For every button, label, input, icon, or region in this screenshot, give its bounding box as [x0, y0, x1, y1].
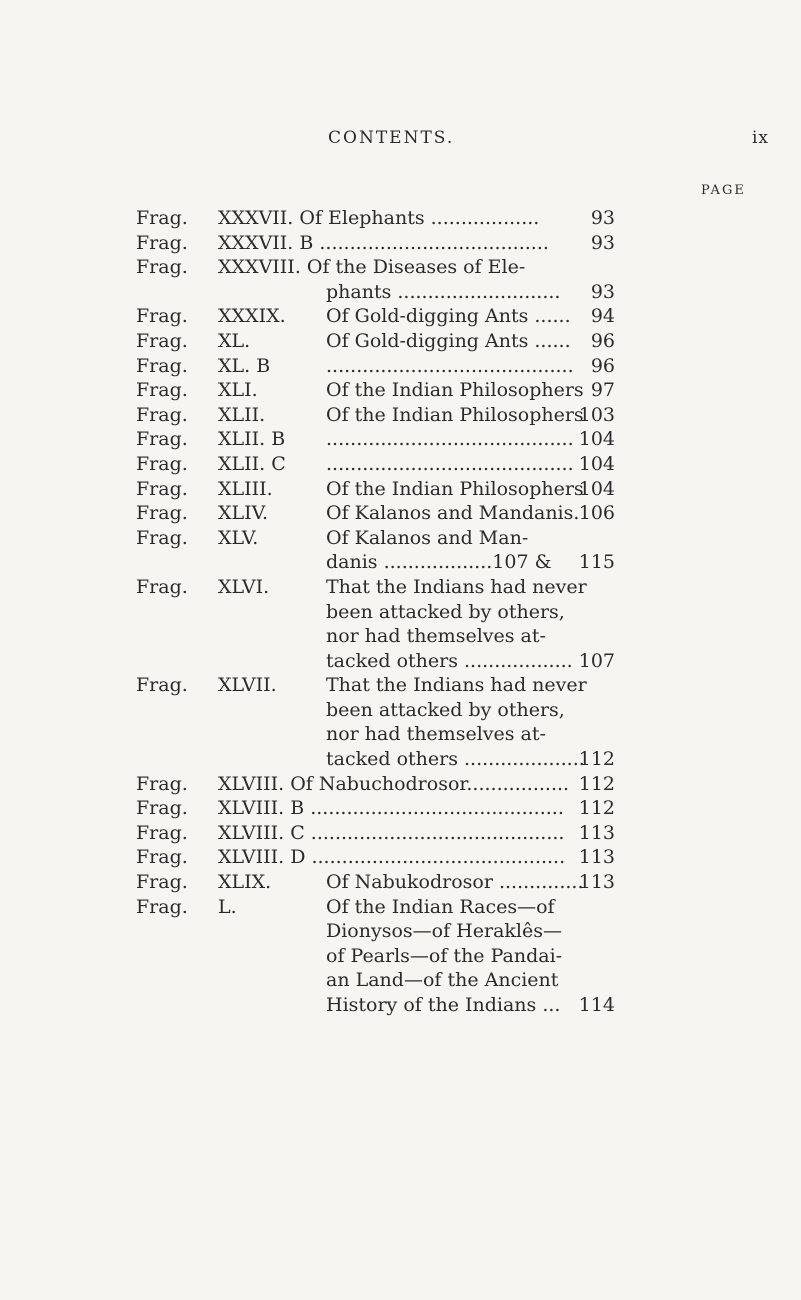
toc-entry-page: 103 — [578, 403, 615, 426]
toc-entry-title: ......................................... — [326, 452, 574, 475]
toc-entry-frag-label: Frag. — [136, 674, 188, 697]
toc-entry-title: nor had themselves at- — [326, 625, 546, 648]
toc-entry-number: L. — [218, 895, 237, 918]
toc-entry-number: XL. B — [218, 354, 271, 377]
page-column-label: PAGE — [701, 183, 746, 198]
toc-continuation-line — [0, 625, 801, 650]
toc-entry-frag-label: Frag. — [136, 846, 188, 869]
toc-entry-title: ......................................... — [326, 428, 574, 451]
toc-entry-page: 112 — [578, 772, 615, 795]
toc-entry-page: 115 — [578, 551, 615, 574]
toc-entry-number: XXXIX. — [218, 305, 286, 328]
toc-entry-page: 113 — [578, 871, 615, 894]
toc-entry-page: 112 — [578, 797, 615, 820]
toc-entry-number: XLIX. — [218, 871, 272, 894]
toc-entry-title: phants ........................... — [326, 280, 561, 303]
toc-entry — [0, 896, 801, 921]
toc-entry-page: 113 — [578, 846, 615, 869]
toc-entry-frag-label: Frag. — [136, 231, 188, 254]
toc-entry-frag-label: Frag. — [136, 428, 188, 451]
toc-entry-title: That the Indians had never — [326, 674, 587, 697]
toc-continuation-line — [0, 994, 801, 1019]
toc-entry-number-title: XXXVII. B ...................................... — [218, 231, 549, 254]
toc-entry-number: XLVI. — [218, 575, 270, 598]
toc-entry — [0, 576, 801, 601]
toc-entry — [0, 527, 801, 552]
toc-entry — [0, 846, 801, 871]
toc-entry-title: tacked others .................. — [326, 649, 573, 672]
toc-continuation-line — [0, 551, 801, 576]
toc-entry-title: Of Gold-digging Ants ...... — [326, 329, 571, 352]
toc-entry-frag-label: Frag. — [136, 354, 188, 377]
toc-entry-frag-label: Frag. — [136, 871, 188, 894]
toc-entry-number-title: XLVIII. B .......................................... — [218, 797, 564, 820]
toc-entry-page: 97 — [590, 379, 615, 402]
running-title: CONTENTS. — [328, 128, 455, 148]
toc-entry-page: 104 — [578, 452, 615, 475]
toc-continuation-line — [0, 945, 801, 970]
toc-entry-title: danis ..................107 & — [326, 551, 552, 574]
toc-entry — [0, 478, 801, 503]
toc-entry-number: XLV. — [218, 526, 259, 549]
toc-entry — [0, 330, 801, 355]
toc-entry-title: Of Gold-digging Ants ...... — [326, 305, 571, 328]
toc-entry-title: Of Kalanos and Mandanis. — [326, 502, 580, 525]
running-header — [0, 128, 801, 158]
toc-entry-page: 94 — [590, 305, 615, 328]
toc-entry-frag-label: Frag. — [136, 797, 188, 820]
toc-entry-page: 104 — [578, 428, 615, 451]
toc-entry-title: Of the Indian Philosophers — [326, 403, 584, 426]
toc-entry-number: XLII. B — [218, 428, 286, 451]
toc-entry-frag-label: Frag. — [136, 207, 188, 229]
toc-entry-frag-label: Frag. — [136, 305, 188, 328]
toc-entry-title: been attacked by others, — [326, 600, 565, 623]
toc-entry — [0, 207, 801, 232]
toc-entry-title: Dionysos—of Heraklês— — [326, 920, 562, 943]
toc-entry-frag-label: Frag. — [136, 452, 188, 475]
toc-entry — [0, 256, 801, 281]
toc-entry-frag-label: Frag. — [136, 329, 188, 352]
toc-entry-number-title: XLVIII. C .......................................... — [218, 821, 565, 844]
toc-entry — [0, 822, 801, 847]
toc-entry-page: 96 — [590, 329, 615, 352]
toc-continuation-line — [0, 650, 801, 675]
toc-entry — [0, 379, 801, 404]
toc-entry-frag-label: Frag. — [136, 821, 188, 844]
toc-entry-page: 112 — [578, 748, 615, 771]
toc-entry-frag-label: Frag. — [136, 403, 188, 426]
toc-entry — [0, 871, 801, 896]
toc-entry-page: 114 — [578, 994, 615, 1016]
toc-continuation-line — [0, 920, 801, 945]
toc-continuation-line — [0, 699, 801, 724]
toc-entry — [0, 453, 801, 478]
toc-entry — [0, 305, 801, 330]
toc-continuation-line — [0, 723, 801, 748]
toc-entry-page: 93 — [590, 280, 615, 303]
toc-entry-frag-label: Frag. — [136, 772, 188, 795]
toc-entry — [0, 773, 801, 798]
toc-entry-title: been attacked by others, — [326, 698, 565, 721]
toc-entry-title: nor had themselves at- — [326, 723, 546, 746]
toc-entry — [0, 232, 801, 257]
toc-entry-title: Of the Indian Races—of — [326, 895, 555, 918]
toc-entry — [0, 355, 801, 380]
toc-entry-frag-label: Frag. — [136, 575, 188, 598]
page-number: ix — [752, 128, 770, 148]
toc-entry-frag-label: Frag. — [136, 526, 188, 549]
toc-entry-title: ......................................... — [326, 354, 574, 377]
toc-entry-number: XLVII. — [218, 674, 277, 697]
toc-entry-title: Of Nabukodrosor .............. — [326, 871, 584, 894]
toc-entry-title: Of the Indian Philosophers — [326, 477, 584, 500]
toc-entry-frag-label: Frag. — [136, 379, 188, 402]
toc-entry-number-title: XXXVII. Of Elephants .................. — [218, 207, 540, 229]
toc-entry-page: 107 — [578, 649, 615, 672]
toc-entry — [0, 502, 801, 527]
toc-entry — [0, 404, 801, 429]
toc-continuation-line — [0, 969, 801, 994]
toc-entry-number-title: XLVIII. D .......................................... — [218, 846, 566, 869]
toc-entry-page: 96 — [590, 354, 615, 377]
toc-entry-frag-label: Frag. — [136, 477, 188, 500]
toc-entry-frag-label: Frag. — [136, 895, 188, 918]
toc-entry-frag-label: Frag. — [136, 502, 188, 525]
toc-entry — [0, 674, 801, 699]
toc-entry-frag-label: Frag. — [136, 256, 188, 279]
toc-entry-title: History of the Indians ... — [326, 994, 561, 1016]
toc-entry-number: XL. — [218, 329, 251, 352]
toc-entry-page: 113 — [578, 821, 615, 844]
toc-entry-page: 106 — [578, 502, 615, 525]
toc-entry-number-title: XLVIII. Of Nabuchodrosor................. — [218, 772, 570, 795]
toc-entry-number-title: XXXVIII. Of the Diseases of Ele- — [218, 256, 526, 279]
toc-entry-page: 93 — [590, 231, 615, 254]
toc-entry-number: XLII. C — [218, 452, 286, 475]
toc-entry-title: Of Kalanos and Man- — [326, 526, 529, 549]
toc-continuation-line — [0, 281, 801, 306]
toc-entry-page: 93 — [590, 207, 615, 229]
toc-entry-page: 104 — [578, 477, 615, 500]
toc-entry-title: That the Indians had never — [326, 575, 587, 598]
toc-entry-number: XLI. — [218, 379, 258, 402]
toc-entry — [0, 428, 801, 453]
toc-entry-number: XLIII. — [218, 477, 273, 500]
toc-entry-title: an Land—of the Ancient — [326, 969, 559, 992]
toc-entry-number: XLIV. — [218, 502, 269, 525]
toc-entry-number: XLII. — [218, 403, 266, 426]
toc-entry — [0, 797, 801, 822]
toc-entry-title: of Pearls—of the Pandai- — [326, 944, 563, 967]
table-of-contents — [0, 207, 801, 1019]
toc-entry-title: Of the Indian Philosophers — [326, 379, 584, 402]
toc-continuation-line — [0, 748, 801, 773]
toc-continuation-line — [0, 601, 801, 626]
toc-entry-title: tacked others .................... — [326, 748, 585, 771]
